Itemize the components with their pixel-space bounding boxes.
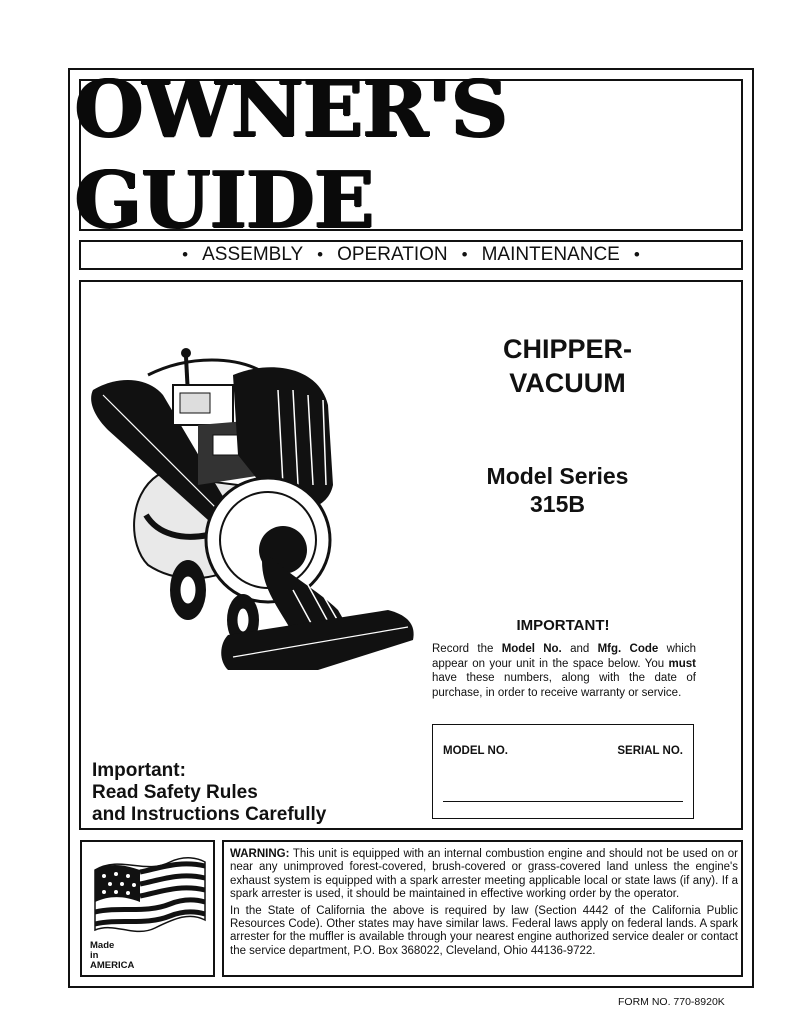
safety-line2: Read Safety Rules [92,782,258,803]
american-flag-icon [90,850,208,940]
important-text-part: have these numbers, along with the date of purchase, in order to receive warranty or service. [432,672,696,699]
record-line [443,801,683,802]
warning-label: WARNING: [230,848,290,860]
model-series-label: Model Series [486,463,629,489]
product-name-line2: VACUUM [509,368,626,398]
product-name [480,332,655,400]
model-series [465,462,650,518]
warning-paragraph-1 [230,848,738,902]
form-number: FORM NO. 770-8920K [618,996,725,1008]
made-in-america [90,941,134,971]
product-name-line1: CHIPPER- [502,334,632,364]
bullet-icon: • [182,245,189,264]
page-title: OWNER'S GUIDE [74,64,508,246]
subtitle-operation: OPERATION [337,244,448,265]
important-text-part: Record the [432,643,502,655]
made-line2: in [90,950,99,961]
must-emphasis: must [668,657,696,670]
subtitle-strip [79,240,743,270]
serial-no-label: SERIAL NO. [617,745,683,757]
chipper-vacuum-illustration [88,335,418,695]
model-number: 315B [530,491,585,517]
warning-text [230,848,738,958]
safety-line3: and Instructions Carefully [92,804,327,825]
made-line3: AMERICA [90,960,135,971]
bullet-icon: • [317,245,324,264]
important-heading: IMPORTANT! [516,617,610,634]
warning-paragraph-1-text: This unit is equipped with an internal combustion engine and should not be used on or near any unimproved forest-covered, brush-covered or grass-covered land unless the engine's exhaust system is equipped with a spark arrester meeting applicable local or state laws (if any). If a spark arrester is used, it should be maintained in effective working order by the operator. [230,848,738,901]
model-no-label: MODEL NO. [443,745,508,757]
model-no-emphasis: Model No. [501,643,562,655]
important-text [432,642,696,700]
mfg-code-emphasis: Mfg. Code [597,643,659,655]
subtitle-assembly: ASSEMBLY [202,244,304,265]
important-text-part: and [561,643,598,655]
safety-line1: Important: [92,760,186,781]
safety-notice [92,760,392,826]
title-box [74,64,743,246]
subtitle-maintenance: MAINTENANCE [481,244,620,265]
record-box [432,724,694,819]
made-line1: Made [90,940,115,951]
bullet-icon: • [461,245,468,264]
bullet-icon: • [633,245,640,264]
warning-paragraph-2: In the State of California the above is required by law (Section 4442 of the California Public Resources Code). Other states may have similar laws. Federal laws apply on federal lands. A spark arrester for the muffler is available through your nearest engine authorized service dealer or contact the service department, P.O. Box 368022, Cleveland, Ohio 44136-9722. [230,904,738,957]
important-text-part: which appear on your unit in the space below. You [432,643,696,670]
